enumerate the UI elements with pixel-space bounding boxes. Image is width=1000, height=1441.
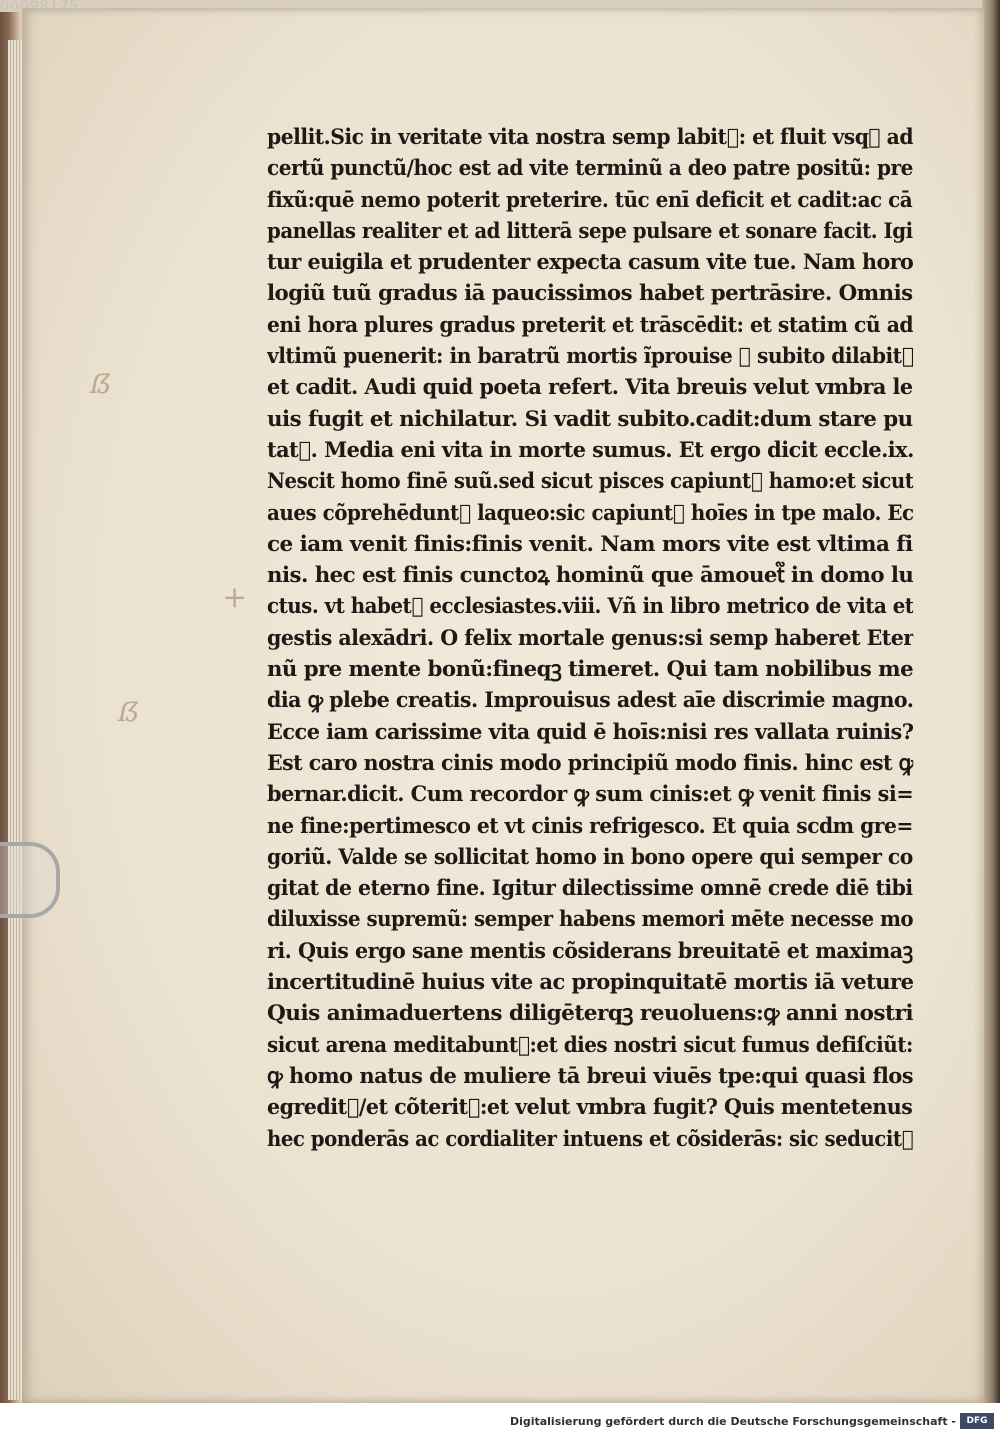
text-line: nis. hec est finis cunctoꝝ hominũ que āmouet᷑ in domo lu (267, 563, 914, 589)
dfg-logo-icon: DFG (960, 1413, 994, 1429)
text-line: egredit᷑/et cõterit᷑:et velut vmbra fugit? Quis mentetenus (267, 1095, 913, 1121)
text-line: ce iam venit finis:finis venit. Nam mors vite est vltima fi (267, 531, 913, 557)
text-line: uis fugit et nichilatur. Si vadit subito.cadit:dum stare pu (267, 406, 913, 432)
text-line: Quis animaduertens diligēterqꝫ reuoluens:ꝙ anni nostri (267, 1001, 913, 1027)
text-line: aues cõprehēdunt᷑ laqueo:sic capiunt᷑ hoīes in tpe malo. Ec (267, 500, 914, 526)
text-line: gestis alexādri. O felix mortale genus:si semp haberet Eter (267, 625, 914, 651)
text-line: sicut arena meditabunt᷑:et dies nostri sicut fumus defiſciũt: (267, 1032, 913, 1058)
text-line: incertitudinē huius vite ac propinquitatē mortis iā veture (267, 970, 914, 996)
right-page-edge (982, 0, 1000, 1441)
marginal-note: ẞ (118, 698, 140, 728)
text-line: tur euigila et prudenter expecta casum vite tue. Nam horo (267, 250, 914, 276)
text-line: panellas realiter et ad litterā sepe pulsare et sonare facit. Igi (267, 218, 913, 244)
page-edges (8, 40, 22, 1400)
body-text (267, 122, 917, 1155)
marginal-note: ẞ (90, 370, 112, 400)
text-line: pellit.Sic in veritate vita nostra semp labit᷑: et fluit vsqꝫ ad (267, 125, 913, 150)
text-line: fixũ:quē nemo poterit preterire. tūc enī deficit et cadit:ac cā (267, 187, 913, 213)
text-line: logiũ tuũ gradus iā paucissimos habet pertrāsire. Omnis (267, 281, 913, 307)
text-line: certũ punctũ/hoc est ad vite terminũ a deo patre positũ: pre (267, 156, 913, 182)
text-line: dia ꝙ plebe creatis. Improuisus adest aīe discrimie magno. (267, 688, 913, 714)
text-line: eni hora plures gradus preterit et trāscēdit: et statim cũ ad (267, 312, 914, 338)
text-line: bernar.dicit. Cum recordor ꝙ sum cinis:et ꝙ venit finis si= (267, 782, 914, 808)
text-line: hec ponderās ac cordialiter intuens et cõsiderās: sic seducit᷑ (267, 1126, 914, 1152)
text-line: tat᷑. Media eni vita in morte sumus. Et ergo dicit eccle.ix. (267, 437, 914, 463)
funding-credit: Digitalisierung gefördert durch die Deutsche Forschungsgemeinschaft - (509, 1415, 956, 1428)
text-line: ctus. vt habet᷑ ecclesiastes.viii. Vñ in libro metrico de vita et (267, 594, 914, 620)
text-line: gitat de eterno fine. Igitur dilectissime omnē crede diē tibi (267, 876, 913, 902)
text-line: ne fine:pertimesco et vt cinis refrigesco. Et quia scdm gre= (267, 813, 913, 839)
text-line: vltimũ puenerit: in baratrũ mortis ĩprouise ⁊ subito dilabit᷑ (267, 344, 914, 370)
text-line: Ecce iam carissime vita quid ē hoīs:nisi res vallata ruinis? (267, 719, 914, 745)
manuscript-page (22, 8, 984, 1403)
text-line: nũ pre mente bonũ:fineqꝫ timeret. Qui tam nobilibus me (267, 657, 913, 683)
text-line: et cadit. Audi quid poeta refert. Vita breuis velut vmbra le (267, 375, 913, 401)
page-clip-icon (0, 842, 60, 918)
accession-number: 00098175 (0, 0, 80, 15)
text-line: ri. Quis ergo sane mentis cõsiderans breuitatē et maximaꝫ (267, 938, 913, 964)
text-line: goriũ. Valde se sollicitat homo in bono opere qui semper co (267, 844, 913, 870)
marginal-cross: + (222, 580, 248, 615)
text-line: ꝙ homo natus de muliere tā breui viuēs tpe:qui quasi flos (267, 1063, 914, 1089)
footer-bar (0, 1403, 1000, 1441)
text-line: Est caro nostra cinis modo principiũ modo finis. hinc est ꝙ (267, 750, 914, 776)
text-line: diluxisse supremũ: semper habens memori mēte necesse mo (267, 907, 914, 933)
text-line: Nescit homo finē suũ.sed sicut pisces capiunt᷑ hamo:et sicut (267, 469, 914, 495)
